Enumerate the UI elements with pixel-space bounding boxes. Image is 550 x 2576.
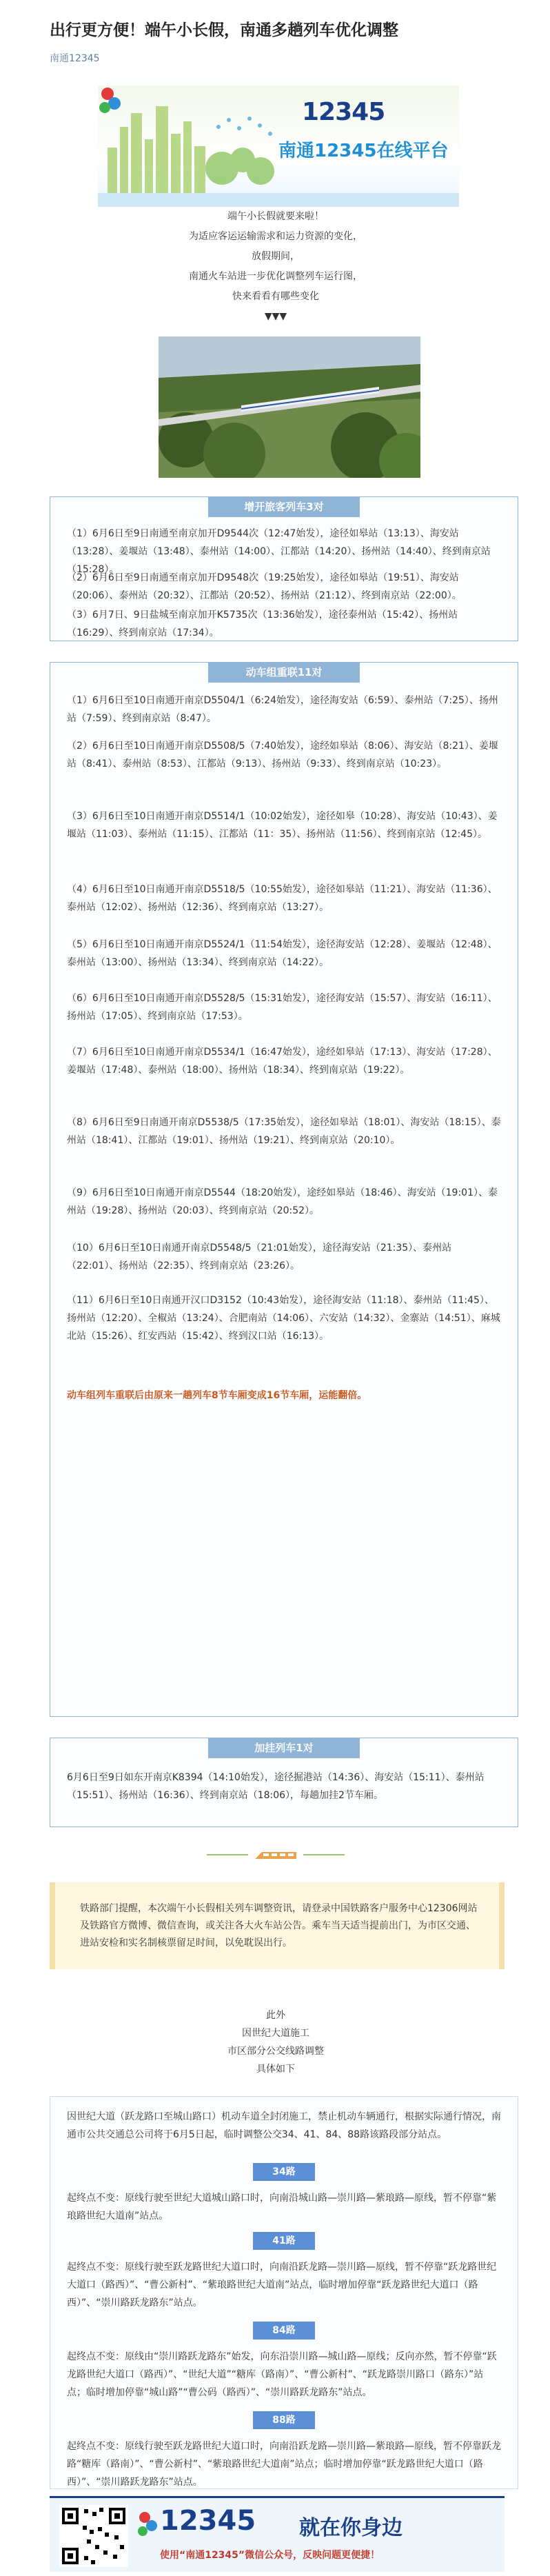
train-item: （8）6月6日至9日南通开南京D5538/5（17:35始发），途径如皋站（18:01）、海安站（18:15）、泰州站（18:41）、江都站（19:01）、扬州站（19:21）、终到南京站（20:10）。 — [67, 1117, 501, 1146]
train-item: （9）6月6日至10日南通开南京D5544（18:20始发），途经如皋站（18:46）、海安站（19:01）、泰州站（19:28）、扬州站（20:03）、终到南京站（20:52）。 — [67, 1187, 498, 1216]
section-header: 动车组重联11对 — [208, 662, 360, 683]
section-header: 增开旅客列车3对 — [208, 496, 360, 517]
train-item: （3）6月7日、9日盐城至南京加开K5735次（13:36始发），途径泰州站（15:42）、扬州站（16:29）、终到南京站（17:34）。 — [67, 610, 458, 638]
intro-line: 快来看看有哪些变化 — [232, 291, 319, 302]
banner-subtitle: 南通12345在线平台 — [278, 141, 449, 161]
footer-tagline: 就在你身边 — [299, 2516, 403, 2540]
route-badge: 41路 — [253, 2232, 315, 2250]
qr-code-icon[interactable] — [59, 2505, 128, 2567]
intro-arrows: ▼▼▼ — [264, 311, 287, 322]
intro-line: 放假期间， — [252, 251, 300, 262]
bus-intro-text: 因世纪大道（跃龙路口至城山路口）机动车道全封闭施工，禁止机动车辆通行，根据实际通行情况，南通市公共交通总公司将于6月5日起，临时调整公交34、41、84、88路该路段部分站点。 — [67, 2111, 501, 2140]
train-item: （7）6月6日至10日南通开南京D5534/1（16:47始发），途经如皋站（17:13）、海安站（17:28）、姜堰站（17:48）、泰州站（18:00）、扬州站（18:34）、终到南京站（19:22）。 — [67, 1047, 498, 1076]
route-badge: 88路 — [253, 2411, 315, 2429]
extra-line: 因世纪大道施工 — [242, 2028, 309, 2039]
train-item: 6月6日至9日如东开南京K8394（14:10始发），途径掘港站（14:36）、海安站（15:11）、泰州站（15:51）、扬州站（16:36）、终到南京站（18:06），每趟加挂2节车厢。 — [67, 1772, 485, 1801]
section-added-trains — [50, 496, 518, 641]
footer-banner — [50, 2496, 505, 2572]
brand-logo-icon — [136, 2510, 159, 2538]
train-item: （2）6月6日至10日南通开南京D5508/5（7:40始发），途经如皋站（8:06）、海安站（8:21）、姜堰站（8:41）、泰州站（8:53）、江都站（9:13）、扬州站（9:33）、终到南京站（10:23）。 — [67, 741, 498, 769]
train-item: （1）6月6日至9日南通至南京加开D9544次（12:47始发），途径如皋站（13:13）、海安站（13:28）、姜堰站（13:48）、泰州站（14:00）、江都站（14:20）、扬州站（14:40）、终到南京站（15:28）。 — [67, 528, 491, 575]
footer-subline: 使用“南通12345”微信公众号，反映问题更便捷！ — [160, 2550, 380, 2561]
extra-heading — [138, 2006, 414, 2078]
notice-box — [50, 1882, 505, 1969]
train-item: （6）6月6日至10日南通开南京D5528/5（15:31始发），途径海安站（15:57）、海安站（16:11）、扬州站（17:05）、终到南京站（17:53）。 — [67, 993, 498, 1022]
train-item: （5）6月6日至10日南通开南京D5524/1（11:54始发），途径海安站（12:28）、姜堰站（12:48）、泰州站（13:00）、扬州站（13:34）、终到南京站（14:22）。 — [67, 939, 498, 968]
section-extended-trains — [50, 1738, 518, 1827]
route-text: 起终点不变：原线行驶至世纪大道城山路口时，向南沿城山路—崇川路—紫琅路—原线，暂不停靠“紫琅路世纪大道南”站点。 — [67, 2193, 497, 2222]
section-header: 加挂列车1对 — [208, 1738, 360, 1758]
train-item: （10）6月6日至10日南通开南京D5548/5（21:01始发），途径海安站（21:35）、泰州站（22:01）、扬州站（22:35）、终到南京站（23:26）。 — [67, 1242, 452, 1271]
intro-text — [138, 207, 414, 327]
intro-line: 端午小长假就要来啦！ — [227, 211, 324, 222]
divider-train-icon — [207, 1848, 345, 1862]
banner-logo-text: 12345 — [302, 98, 385, 126]
section-reconnect-trains — [50, 662, 518, 1717]
header-banner — [98, 85, 459, 207]
extra-line: 此外 — [266, 2010, 285, 2021]
train-item: （3）6月6日至10日南通开南京D5514/1（10:02始发），途径如皋（10:28）、海安站（10:43）、姜堰站（11:03）、泰州站（11:15）、江都站（11：35）、扬州站（11:56）、终到南京站（12:45）。 — [67, 811, 498, 840]
brand-logo-icon — [98, 85, 123, 116]
route-text: 起终点不变：原线行驶至跃龙路世纪大道口时，向南沿跃龙路—崇川路—原线，暂不停靠“跃龙路世纪大道口（路西）”、“曹公新村”、“紫琅路世纪大道南”站点，临时增加停靠“跃龙路世纪大道口（路西）”、“崇川路跃龙路东”站点。 — [67, 2262, 497, 2308]
route-text: 起终点不变：原线行驶至跃龙路世纪大道口时，向南沿跃龙路—崇川路—紫琅路—原线，暂不停靠跃龙路“糖库（路南）”、“曹公新村”、“紫琅路世纪大道南”站点；临时增加停靠“跃龙路世纪大道口（路西）”、“崇川路跃龙路东”站点。 — [67, 2441, 501, 2488]
train-item: （4）6月6日至10日南通开南京D5518/5（10:55始发），途径如皋站（11:21）、海安站（11:36）、泰州站（12:02）、扬州站（12:36）、终到南京站（13:27）。 — [67, 884, 498, 913]
route-text: 起终点不变：原线由“崇川路跃龙路东”始发，向东沿崇川路—城山路—原线；反向亦然，暂不停靠“跃龙路世纪大道口（路西）”、“世纪大道”“糖库（路南）”、“曹公新村”、“跃龙路崇川路口（路东）”站点；临时增加停靠“城山路”“曹公码（路西）”、“崇川路跃龙路东”站点。 — [67, 2351, 497, 2398]
route-badge: 34路 — [253, 2163, 315, 2181]
section-note: 动车组列车重联后由原来一趟列车8节车厢变成16节车厢，运能翻倍。 — [67, 1390, 367, 1401]
footer-logo-text: 12345 — [160, 2505, 256, 2537]
train-photo — [159, 336, 420, 478]
intro-line: 为适应客运运输需求和运力资源的变化， — [189, 231, 363, 242]
route-badge: 84路 — [253, 2322, 315, 2339]
train-item: （2）6月6日至9日南通至南京加开D9548次（19:25始发），途径如皋站（19:51）、海安站（20:06）、泰州站（20:32）、江都站（20:52）、扬州站（21:12）、终到南京站（22:00）。 — [67, 572, 462, 601]
intro-line: 南通火车站进一步优化调整列车运行图， — [189, 271, 363, 282]
article-source-link[interactable]: 南通12345 — [50, 53, 100, 64]
train-item: （11）6月6日至10日南通开汉口D3152（10:43始发），途径海安站（11:18）、泰州站（11:45）、扬州站（12:20）、全椒站（13:24）、合肥南站（14:06）、六安站（14:32）、金寨站（14:51）、麻城北站（15:26）、红安西站（15:42）、终到汉口站（16:13）。 — [67, 1295, 500, 1342]
extra-line: 市区部分公交线路调整 — [227, 2046, 324, 2057]
section-bus-adjustments — [50, 2096, 518, 2489]
extra-line: 具体如下 — [256, 2064, 295, 2075]
train-item: （1）6月6日至10日南通开南京D5504/1（6:24始发），途径海安站（6:59）、泰州站（7:25）、扬州站（7:59）、终到南京站（8:47）。 — [67, 695, 498, 724]
article-title: 出行更方便！端午小长假，南通多趟列车优化调整 — [50, 21, 398, 39]
notice-text: 铁路部门提醒，本次端午小长假相关列车调整资讯，请登录中国铁路客户服务中心12306网站及铁路官方微博、微信查询，或关注各大火车站公告。乘车当天适当提前出门，为市区交通、进站安检和实名制核票留足时间，以免耽误出行。 — [80, 1903, 478, 1949]
